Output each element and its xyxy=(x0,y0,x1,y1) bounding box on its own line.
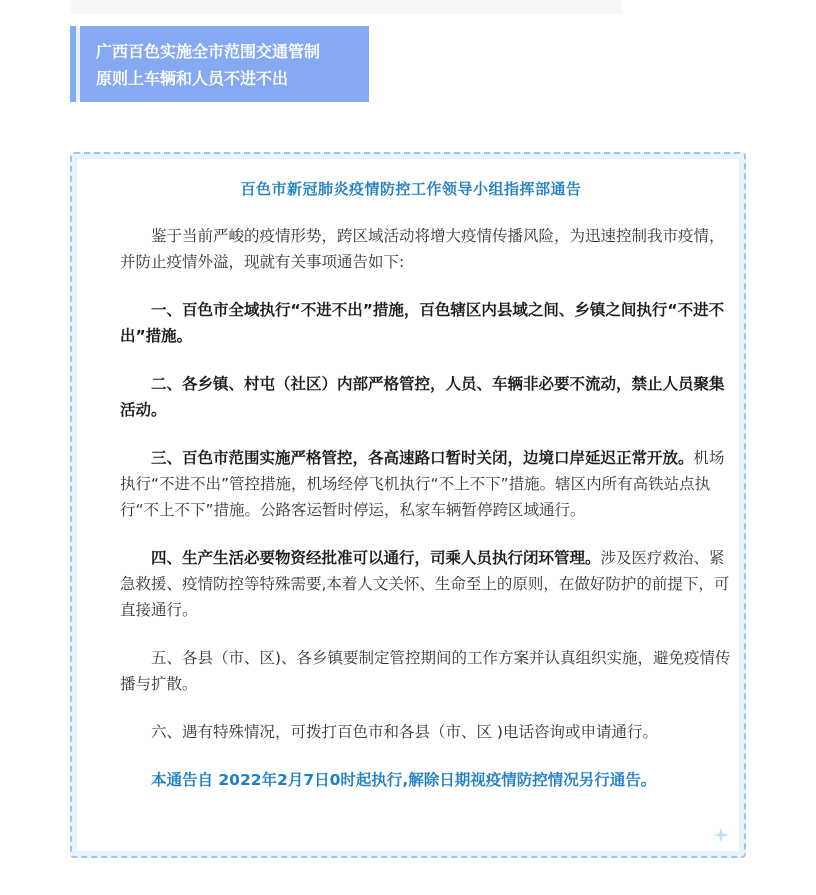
headline-banner xyxy=(70,26,369,102)
notice-item-6: 六、遇有特殊情况，可拨打百色市和各县（市、区 )电话咨询或申请通行。 xyxy=(151,723,658,741)
notice-item-5: 五、各县（市、区)、各乡镇要制定管控期间的工作方案并认真组织实施，避免疫情传播与扩散。 xyxy=(120,649,731,693)
notice-inner-panel xyxy=(76,158,740,852)
notice-item-1: 一、百色市全域执行“不进不出”措施，百色辖区内县域之间、乡镇之间执行“不进不出”措施。 xyxy=(120,301,725,345)
headline-title: 广西百色实施全市范围交通管制 原则上车辆和人员不进不出 xyxy=(96,42,321,88)
notice-item-2: 二、各乡镇、村屯（社区）内部严格管控，人员、车辆非必要不流动，禁止人员聚集活动。 xyxy=(120,375,725,419)
notice-intro: 鉴于当前严峻的疫情形势，跨区域活动将增大疫情传播风险，为迅速控制我市疫情，并防止疫情外溢，现就有关事项通告如下: xyxy=(120,227,725,271)
notice-card xyxy=(70,152,746,858)
sparkle-icon xyxy=(713,827,729,843)
notice-item-3-bold: 三、百色市范围实施严格管控，各高速路口暂时关闭，边境口岸延迟正常开放。 xyxy=(151,449,694,467)
notice-title: 百色市新冠肺炎疫情防控工作领导小组指挥部通告 xyxy=(240,180,582,198)
notice-body xyxy=(120,223,732,793)
notice-item-4 xyxy=(120,545,732,623)
notice-item-3-text: 机场执行“不进不出”管控措施，机场经停飞机执行“不上不下”措施。辖区内所有高铁站点执行“不上不下”措施。公路客运暂时停运，私家车辆暂停跨区域通行。 xyxy=(120,449,725,519)
notice-item-4-text: 涉及医疗救治、紧急救援、疫情防控等特殊需要,本着人文关怀、生命至上的原则，在做好防护的前提下，可直接通行。 xyxy=(120,549,730,619)
headline-accent-bar xyxy=(76,26,80,102)
notice-closing: 本通告自 2022年2月7日0时起执行,解除日期视疫情防控情况另行通告。 xyxy=(151,771,657,789)
top-divider xyxy=(70,0,622,14)
notice-item-4-bold: 四、生产生活必要物资经批准可以通行，司乘人员执行闭环管理。 xyxy=(151,549,601,567)
notice-item-3 xyxy=(120,445,732,523)
